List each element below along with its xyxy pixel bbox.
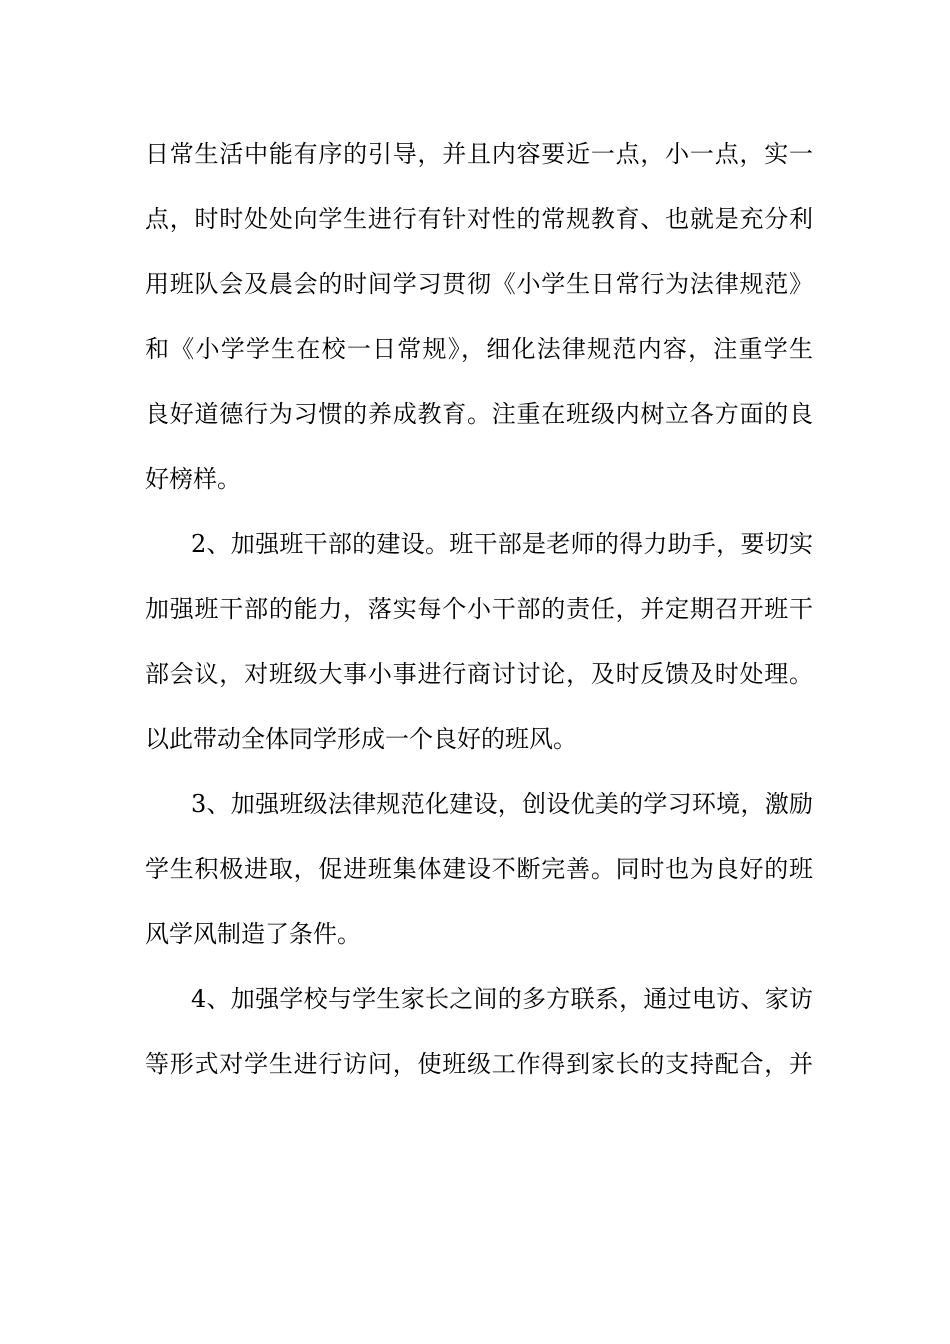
paragraph-4-first-line: 4、加强学校与学生家长之间的多方联系，通过电访、家访 — [191, 985, 813, 1013]
text-line: 风学风制造了条件。 — [145, 920, 361, 948]
text-line: 以此带动全体同学形成一个良好的班风。 — [145, 725, 577, 753]
text-line: 和《小学学生在校一日常规》，细化法律规范内容，注重学生 — [145, 335, 813, 363]
text-line: 日常生活中能有序的引导，并且内容要近一点，小一点，实一 — [145, 140, 813, 168]
text-line: 学生积极进取，促进班集体建设不断完善。同时也为良好的班 — [145, 855, 813, 883]
text-line: 良好道德行为习惯的养成教育。注重在班级内树立各方面的良 — [145, 400, 813, 428]
document-body — [145, 128, 813, 1103]
text-line: 等形式对学生进行访问，使班级工作得到家长的支持配合，并 — [145, 1050, 813, 1078]
text-line: 加强班干部的能力，落实每个小干部的责任，并定期召开班干 — [145, 595, 813, 623]
paragraph-2-first-line: 2、加强班干部的建设。班干部是老师的得力助手，要切实 — [191, 530, 813, 558]
text-line: 好榜样。 — [145, 465, 241, 493]
paragraph-3-first-line: 3、加强班级法律规范化建设，创设优美的学习环境，激励 — [191, 790, 813, 818]
text-line: 点，时时处处向学生进行有针对性的常规教育、也就是充分利 — [145, 205, 813, 233]
text-line: 用班队会及晨会的时间学习贯彻《小学生日常行为法律规范》 — [145, 270, 813, 298]
text-line: 部会议，对班级大事小事进行商讨讨论，及时反馈及时处理。 — [145, 660, 813, 688]
